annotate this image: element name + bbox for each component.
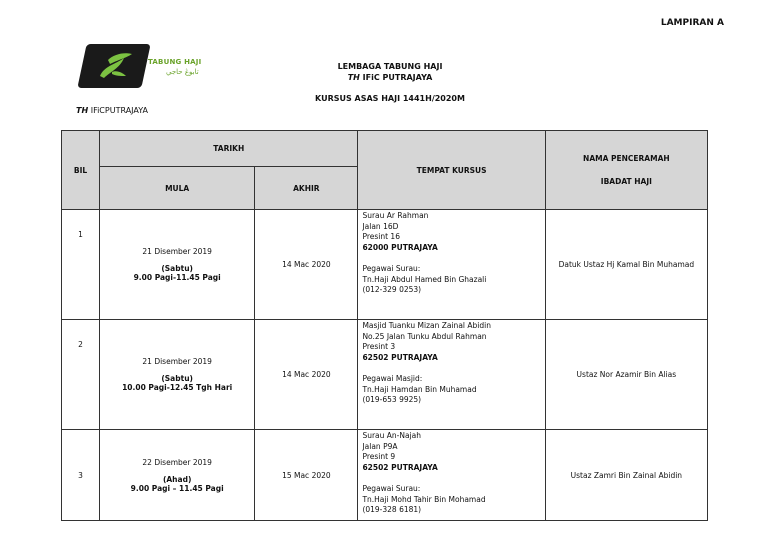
row-bil: 2 — [62, 320, 100, 430]
row-mula — [100, 430, 255, 521]
tempat-postcode: 62502 PUTRAJAYA — [362, 463, 438, 473]
tempat-line: Presint 16 — [362, 232, 400, 242]
mula-day: (Sabtu) — [161, 374, 193, 383]
logo-text: TABUNG HAJI — [148, 58, 202, 66]
header-bil: BIL — [62, 131, 100, 210]
row-penceramah: Ustaz Zamri Bin Zainal Abidin — [545, 430, 707, 521]
pegawai-phone: (019-653 9925) — [362, 395, 422, 405]
row-penceramah: Datuk Ustaz Hj Kamal Bin Muhamad — [545, 210, 707, 320]
row-tempat — [358, 320, 545, 430]
course-schedule-table — [61, 130, 708, 521]
tempat-line: Surau Ar Rahman — [362, 211, 429, 220]
header-tempat: TEMPAT KURSUS — [358, 131, 545, 210]
header-nama-line1: NAMA PENCERAMAH — [583, 154, 670, 163]
row-akhir: 15 Mac 2020 — [255, 430, 358, 521]
course-title: KURSUS ASAS HAJI 1441H/2020M — [315, 94, 465, 103]
pegawai-name: Tn.Haji Mohd Tahir Bin Mohamad — [362, 494, 486, 504]
table-row — [62, 430, 708, 521]
header-tarikh: TARIKH — [100, 131, 358, 167]
pegawai-phone: (019-328 6181) — [362, 505, 422, 515]
branch-name: IFiC PUTRAJAYA — [362, 73, 433, 82]
table-row — [62, 210, 708, 320]
tempat-line: Masjid Tuanku Mizan Zainal Abidin — [362, 321, 491, 330]
row-mula — [100, 210, 255, 320]
logo-calligraphy-icon — [90, 46, 140, 86]
row-mula — [100, 320, 255, 430]
branch-title — [250, 73, 530, 82]
pegawai-name: Tn.Haji Abdul Hamed Bin Ghazali — [362, 274, 487, 284]
tabung-haji-logo — [82, 44, 212, 90]
sub-branch-prefix: TH — [76, 106, 89, 115]
header-mula: MULA — [100, 167, 255, 210]
pegawai-label: Pegawai Surau: — [362, 263, 421, 273]
attachment-label: LAMPIRAN A — [660, 18, 724, 28]
pegawai-label: Pegawai Masjid: — [362, 373, 423, 383]
sub-branch-name: IFiCPUTRAJAYA — [90, 106, 148, 115]
mula-date: 21 Disember 2019 — [142, 357, 212, 366]
header-nama-line2: IBADAT HAJI — [600, 177, 652, 186]
mula-day: (Ahad) — [162, 474, 192, 484]
tempat-line: Presint 9 — [362, 452, 396, 462]
mula-time: 9.00 Pagi-11.45 Pagi — [133, 273, 221, 282]
row-bil: 1 — [62, 210, 100, 320]
pegawai-label: Pegawai Surau: — [362, 483, 421, 493]
row-tempat — [358, 430, 545, 521]
pegawai-phone: (012-329 0253) — [362, 285, 422, 295]
pegawai-name: Tn.Haji Hamdan Bin Muhamad — [362, 384, 477, 394]
tempat-line: No.25 Jalan Tunku Abdul Rahman — [362, 331, 487, 341]
row-akhir: 14 Mac 2020 — [255, 320, 358, 430]
org-title: LEMBAGA TABUNG HAJI — [337, 62, 443, 71]
mula-time: 10.00 Pagi-12.45 Tgh Hari — [122, 383, 233, 392]
row-tempat — [358, 210, 545, 320]
logo-arabic-text: تابوڠ حاجي — [166, 68, 199, 76]
header-nama-penceramah — [545, 131, 707, 210]
mula-date: 21 Disember 2019 — [142, 247, 212, 256]
tempat-line: Surau An-Najah — [362, 431, 421, 440]
row-penceramah: Ustaz Nor Azamir Bin Alias — [545, 320, 707, 430]
header-akhir: AKHIR — [255, 167, 358, 210]
branch-prefix: TH — [347, 73, 360, 82]
tempat-line: Presint 3 — [362, 342, 396, 352]
tempat-postcode: 62502 PUTRAJAYA — [362, 353, 438, 363]
mula-time: 9.00 Pagi – 11.45 Pagi — [130, 483, 224, 493]
tempat-line: Jalan P9A — [362, 441, 398, 451]
row-bil: 3 — [62, 430, 100, 521]
tempat-line: Jalan 16D — [362, 221, 399, 231]
sub-branch-label — [76, 106, 148, 115]
mula-date: 22 Disember 2019 — [142, 457, 212, 467]
table-row — [62, 320, 708, 430]
row-akhir: 14 Mac 2020 — [255, 210, 358, 320]
mula-day: (Sabtu) — [161, 264, 193, 273]
tempat-postcode: 62000 PUTRAJAYA — [362, 243, 438, 253]
